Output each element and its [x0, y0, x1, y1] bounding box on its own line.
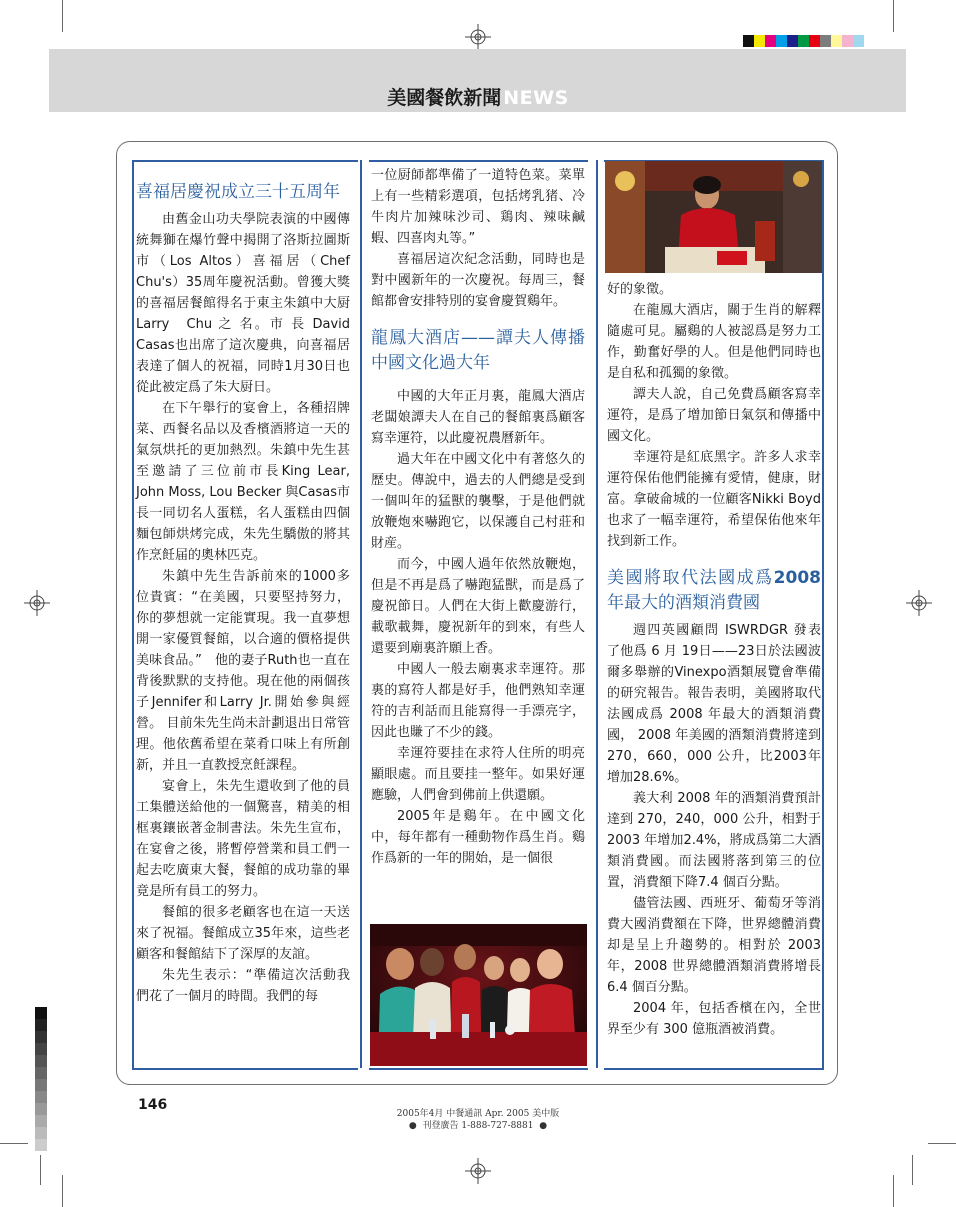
article1-paragraph: 餐館的很多老顧客也在這一天送來了祝福。餐館成立35年來，這些老顧客和餐館結下了深厚的友誼。: [136, 905, 350, 962]
bullet-icon: ●: [539, 1121, 548, 1131]
header-title-english: NEWS: [503, 87, 569, 109]
article3-paragraph: 儘管法國、西班牙、葡萄牙等消費大國消費額在下降，世界總體消費却是呈上升趨勢的。相對於 2003 年，2008 世界總體酒類消費將增長 6.4 個百分點。: [607, 896, 821, 995]
registration-mark-icon: [465, 24, 491, 50]
article2-paragraph: 2005年是鷄年。在中國文化中，每年都有一種動物作爲生肖。鷄作爲新的一年的開始，是一個很: [371, 809, 585, 866]
right-column-text: [607, 279, 821, 1040]
color-swatch: [831, 35, 842, 47]
color-swatch: [754, 35, 765, 47]
calligraphy-woman-photo: [605, 161, 822, 273]
gray-swatch: [35, 1055, 47, 1067]
crop-mark: [0, 1143, 28, 1144]
bullet-icon: ●: [408, 1121, 417, 1131]
article3-title-year: 2008: [773, 568, 821, 588]
column-divider: [596, 160, 598, 1068]
article2-paragraph: 幸運符要挂在求符人住所的明亮顯眼處。而且要挂一整年。如果好運應驗，人們會到佛前上供還願。: [371, 746, 585, 803]
middle-column-text: [371, 165, 585, 869]
crop-mark: [893, 0, 894, 32]
gray-swatch: [35, 1007, 47, 1019]
registration-mark-icon: [465, 1158, 491, 1184]
gray-swatch: [35, 1031, 47, 1043]
color-calibration-bar: [743, 35, 864, 47]
color-swatch: [743, 35, 754, 47]
page-header-title: [0, 83, 956, 110]
page-footer: [0, 1108, 956, 1132]
article1-paragraph: 由舊金山功夫學院表演的中國傳統舞獅在爆竹聲中揭開了洛斯拉圖斯市（Los Altos）喜福居（Chef Chu's）35周年慶祝活動。曾獲大獎的喜福居餐館得名于東主朱鎮中大厨 Larry Chu 之 名。市 長 David Casas也出席了這次慶典，向喜福居表達了個人的祝福，同時1月30日也從此被定爲了朱大厨日。: [136, 212, 350, 395]
page-number: 146: [138, 1097, 168, 1113]
footer-ad-text: 刊登廣告 1-888-727-8881: [422, 1121, 534, 1131]
article1-title: 喜福居慶祝成立三十五周年: [136, 182, 340, 202]
gray-swatch: [35, 1019, 47, 1031]
footer-ad-line: [0, 1120, 956, 1132]
article2-continuation: 好的象徵。: [607, 282, 673, 297]
article2-continuation: 譚夫人說，自己免費爲顧客寫幸運符，是爲了增加節日氣氛和傳播中國文化。: [607, 387, 821, 444]
article3-paragraph: 週四英國顧問 ISWRDGR 發表了他爲 6 月 19日——23日於法國波爾多舉辦的Vinexpo酒類展覽會準備的研究報告。報告表明，美國將取代法國成爲 2008 年最大的酒類消費國， 2008 年美國的酒類消費將達到 270，660，000 公升，比2003年增加28.6%。: [607, 623, 821, 785]
color-swatch: [820, 35, 831, 47]
color-swatch: [809, 35, 820, 47]
article3-title: [607, 566, 821, 616]
color-swatch: [765, 35, 776, 47]
article2-paragraph: 而今，中國人過年依然放鞭炮，但是不再是爲了嚇跑猛獸，而是爲了慶祝節日。人們在大街上歡慶游行，載歌載舞，慶祝新年的到來，有些人還要到廟裏許願上香。: [371, 557, 585, 656]
column-divider: [360, 160, 362, 1068]
article1-paragraph: 在下午舉行的宴會上，各種招牌菜、西餐名品以及香檳酒將這一天的氣氛烘托的更加熱烈。朱鎮中先生甚至邀請了三位前市長King Lear, John Moss, Lou Becker 與Casas市長一同切名人蛋糕，名人蛋糕由四個麵包師烘烤完成，朱先生驕傲的將其作烹飪届的奧林匹克。: [136, 401, 350, 563]
article1-paragraph: 宴會上，朱先生還收到了他的員工集體送給他的一個驚喜，精美的相框裏鑲嵌著金制書法。朱先生宣布，在宴會之後，將暫停營業和員工們一起去吃廣東大餐，餐館的成功靠的畢竟是所有員工的努力。: [136, 779, 350, 899]
crop-mark: [912, 1155, 913, 1185]
crop-mark: [40, 1155, 41, 1185]
article3-title-part: 年最大的酒類消費國: [607, 593, 760, 613]
gray-swatch: [35, 1067, 47, 1079]
crop-mark: [62, 1175, 63, 1207]
article2-paragraph: 中國的大年正月裏，龍鳳大酒店老闆娘譚夫人在自己的餐館裏爲顧客寫幸運符，以此慶祝農曆新年。: [371, 389, 585, 446]
gray-swatch: [35, 1139, 47, 1151]
color-swatch: [842, 35, 853, 47]
footer-publication-line: 2005年4月 中餐通訊 Apr. 2005 美中版: [396, 1109, 560, 1119]
color-swatch: [798, 35, 809, 47]
article1-paragraph: 朱鎮中先生告訴前來的1000多位貴賓：“在美國，只要堅持努力，你的夢想就一定能實現。我一直夢想開一家優質餐館，以合適的價格提供美味食品。” 他的妻子Ruth也一直在背後默默的支持他。現在他的兩個孩子Jennifer和Larry Jr.開始參與經營。 目前朱先生尚未計劃退出日常管理。他依舊希望在菜肴口味上有所創新，并且一直教授烹飪課程。: [136, 569, 350, 773]
article1-body: [136, 180, 350, 1007]
article2-continuation: 幸運符是紅底黑字。許多人求幸運符保佑他們能擁有愛情，健康，財富。拿破侖城的一位顧客Nikki Boyd也求了一幅幸運符，希望保佑他來年找到新工作。: [607, 450, 821, 549]
registration-mark-icon: [24, 590, 50, 616]
crop-mark: [928, 1143, 956, 1144]
article2-title: 龍鳳大酒店——譚夫人傳播中國文化過大年: [371, 328, 585, 373]
color-swatch: [787, 35, 798, 47]
gray-swatch: [35, 1079, 47, 1091]
header-title-chinese: 美國餐飲新聞: [387, 87, 502, 109]
article1-continuation: 喜福居這次紀念活動，同時也是對中國新年的一次慶祝。每周三，餐館都會安排特別的宴會慶賀鷄年。: [371, 252, 585, 309]
article1-continuation: 一位厨師都準備了一道特色菜。菜單上有一些精彩選項，包括烤乳猪、冷牛肉片加辣味沙司、鶏肉、辣味鹹蝦、四喜肉丸等。”: [371, 168, 585, 246]
crop-mark: [62, 0, 63, 32]
color-swatch: [853, 35, 864, 47]
gray-swatch: [35, 1091, 47, 1103]
article3-paragraph: 2004 年，包括香檳在內，全世界至少有 300 億瓶酒被消費。: [607, 1001, 821, 1037]
article2-paragraph: 過大年在中國文化中有著悠久的歷史。傳說中，過去的人們總是受到一個叫年的猛獸的襲擊，于是他們就放鞭炮來嚇跑它，以保護自己村莊和財産。: [371, 452, 585, 551]
restaurant-group-photo: [370, 924, 587, 1066]
article2-continuation: 在龍鳳大酒店，關于生肖的解釋隨處可見。屬鷄的人被認爲是努力工作，勤奮好學的人。但是他們同時也是自私和孤獨的象徵。: [607, 303, 821, 381]
article1-paragraph: 朱先生表示：“準備這次活動我們花了一個月的時間。我們的每: [136, 968, 350, 1004]
article2-paragraph: 中國人一般去廟裏求幸運符。那裏的寫符人都是好手，他們熟知幸運符的吉利話而且能寫得一手漂亮字，因此也賺了不少的錢。: [371, 662, 585, 740]
registration-mark-icon: [906, 590, 932, 616]
article3-title-part: 美國將取代法國成爲: [607, 568, 774, 588]
crop-mark: [893, 1175, 894, 1207]
gray-swatch: [35, 1043, 47, 1055]
article3-paragraph: 義大利 2008 年的酒類消費預計達到 270，240，000 公升，相對于 2003 年增加2.4%，將成爲第二大酒類消費國。而法國將落到第三的位置，消費額下降7.4 個百分點。: [607, 791, 821, 890]
color-swatch: [776, 35, 787, 47]
